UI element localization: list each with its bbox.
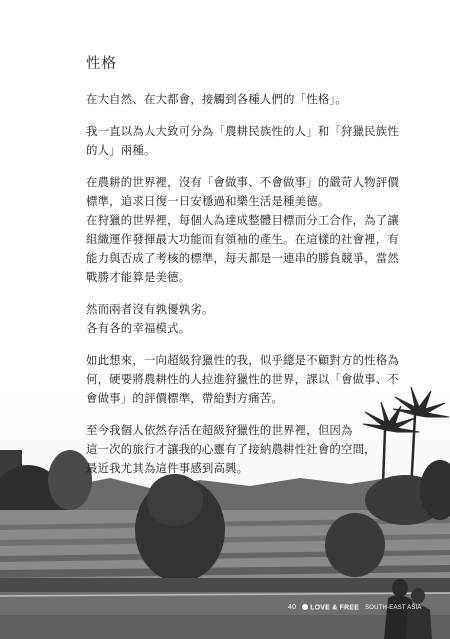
text-line: 的人」兩種。 [86, 143, 156, 157]
text-line: 然而兩者沒有孰優孰劣。 [86, 302, 214, 316]
page-footer [288, 604, 422, 612]
paragraph [86, 421, 390, 478]
text-line: 何，硬要將農耕性的人拉進狩獵性的世界，課以「會做事、不 [86, 372, 399, 386]
page-number: 40 [288, 604, 297, 612]
body-text [86, 90, 399, 491]
text-line: 如此想來，一向超級狩獵性的我，似乎總是不顧對方的性格為 [86, 353, 399, 367]
text-line: 各有各的幸福模式。 [86, 321, 191, 335]
brand-label: LOVE & FREE [310, 604, 360, 612]
brand-name [302, 604, 359, 612]
text-line: 在農耕的世界裡，沒有「會做事、不會做事」的嚴苛人物評價 [86, 175, 399, 189]
text-line: 最近我尤其為這件事感到高興。 [86, 461, 249, 475]
text-line: 在大自然、在大都會，接觸到各種人們的「性格」。 [86, 92, 347, 106]
text-line: 能力與否成了考核的標準，每天都是一連串的勝負競爭，當然 [86, 251, 399, 265]
text-line: 至今我個人依然存活在超級狩獵性的世界裡，但因為 [86, 423, 353, 437]
paragraph [86, 173, 399, 287]
text-line: 我一直以為人大致可分為「農耕民族性的人」和「狩獵民族性 [86, 124, 399, 138]
paragraph [86, 90, 390, 109]
section-title: 性格 [86, 56, 117, 72]
paragraph [86, 300, 390, 338]
brand-subtitle: SOUTH-EAST ASIA [365, 604, 422, 611]
text-line: 戰勝才能算是美德。 [86, 270, 191, 284]
paragraph [86, 122, 399, 160]
text-line: 這一次的旅行才讓我的心靈有了接納農耕性社會的空間， [86, 442, 376, 456]
text-line: 標準，追求日復一日安穩過和樂生活是種美德。 [86, 194, 330, 208]
paragraph [86, 351, 399, 408]
text-line: 會做事」的評價標準，帶給對方痛苦。 [86, 391, 284, 405]
bullet-icon [302, 604, 308, 610]
text-line: 在狩獵的世界裡，每個人為達成整體目標而分工合作，為了讓 [86, 213, 399, 227]
text-line: 組織運作發揮最大功能而有領袖的產生。在這樣的社會裡，有 [86, 232, 399, 246]
